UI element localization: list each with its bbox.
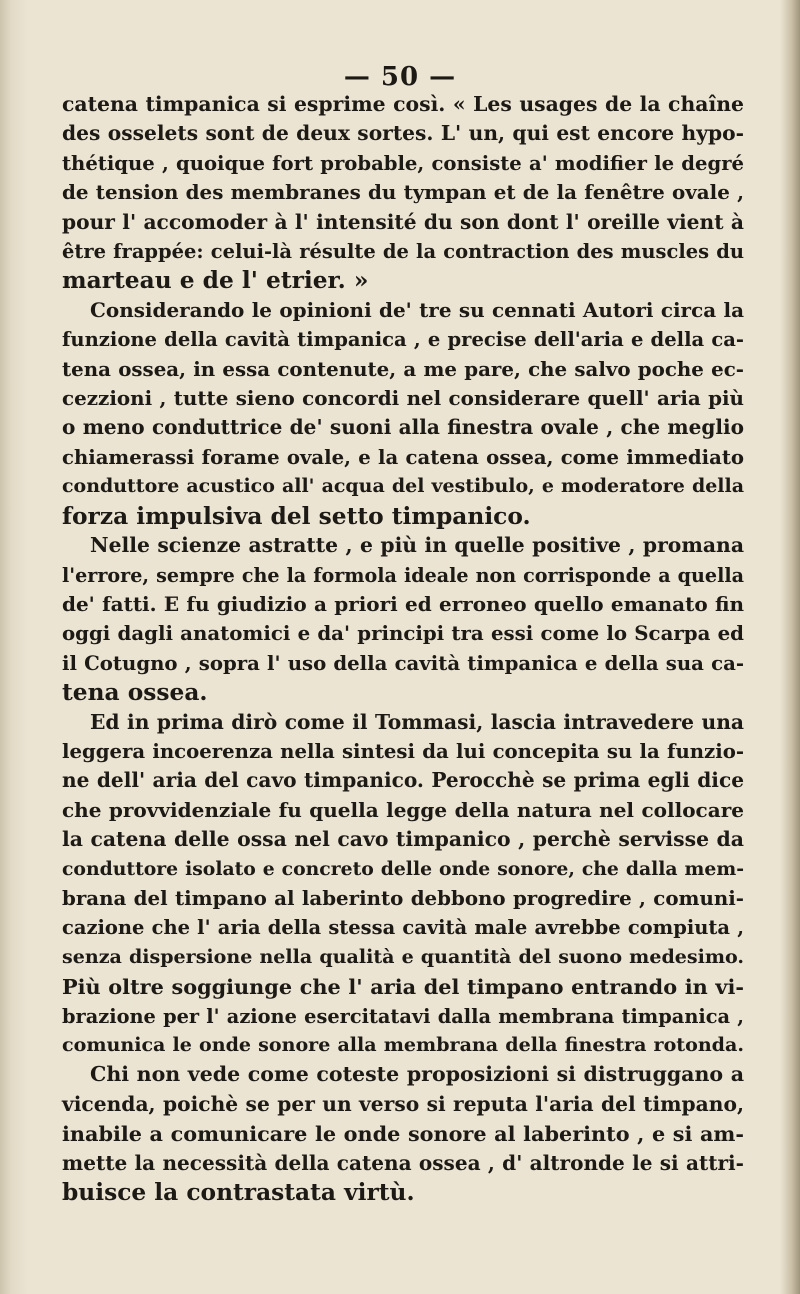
text-line: marteau e de l' etrier. » (62, 267, 369, 295)
text-line: Chi non vede come coteste proposizioni si distruggano a (90, 1062, 744, 1087)
text-line: inabile a comunicare le onde sonore al laberinto , e si am- (62, 1121, 744, 1147)
text-line: mette la necessità della catena ossea , d' altronde le si attri- (62, 1150, 744, 1175)
text-line: Nelle scienze astratte , e più in quelle positive , promana (90, 533, 744, 558)
text-line: leggera incoerenza nella sintesi da lui concepita su la funzio- (62, 739, 744, 763)
text-line: de' fatti. E fu giudizio a priori ed erroneo quello emanato fin (62, 591, 744, 616)
text-line: buisce la contrastata virtù. (62, 1179, 415, 1207)
text-line: brana del timpano al laberinto debbono progredire , comuni- (62, 885, 744, 910)
text-line: des osselets sont de deux sortes. L' un, qui est encore hypo- (62, 121, 744, 146)
text-line: cezzioni , tutte sieno concordi nel considerare quell' aria più (62, 386, 744, 411)
text-line: chiamerassi forame ovale, e la catena ossea, come immediato (62, 445, 744, 469)
text-line: che provvidenziale fu quella legge della natura nel collocare (62, 797, 744, 822)
text-line: catena timpanica si esprime così. « Les usages de la chaîne (62, 92, 744, 116)
text-line: pour l' accomoder à l' intensité du son dont l' oreille vient à (62, 209, 744, 234)
text-line: Più oltre soggiunge che l' aria del timpano entrando in vi- (62, 974, 744, 1000)
text-line: funzione della cavità timpanica , e precise dell'aria e della ca- (62, 328, 744, 352)
text-line: thétique , quoique fort probable, consiste a' modifier le degré (62, 151, 744, 175)
page-number: — 50 — (343, 62, 457, 92)
text-line: Considerando le opinioni de' tre su cennati Autori circa la (90, 297, 744, 322)
text-line: forza impulsiva del setto timpanico. (62, 502, 531, 530)
text-line: ne dell' aria del cavo timpanico. Perocchè se prima egli dice (62, 768, 744, 793)
page-edge (780, 0, 800, 1294)
text-line: brazione per l' azione esercitatavi dalla membrana timpanica , (62, 1004, 744, 1028)
text-line: conduttore isolato e concreto delle onde sonore, che dalla mem- (62, 857, 744, 880)
text-line: conduttore acustico all' acqua del vestibulo, e moderatore della (62, 475, 744, 498)
text-line: Ed in prima dirò come il Tommasi, lascia intravedere una (90, 709, 744, 734)
text-line: tena ossea, in essa contenute, a me pare, che salvo poche ec- (62, 356, 744, 381)
text-line: vicenda, poichè se per un verso si reputa l'aria del timpano, (62, 1091, 744, 1116)
text-line: être frappée: celui-là résulte de la contraction des muscles du (62, 240, 744, 264)
text-line: tena ossea. (62, 679, 208, 707)
text-line: cazione che l' aria della stessa cavità male avrebbe compiuta , (62, 916, 744, 940)
body-text (62, 90, 744, 1207)
text-line: de tension des membranes du tympan et de la fenêtre ovale , (62, 180, 744, 205)
text-line: il Cotugno , sopra l' uso della cavità timpanica e della sua ca- (62, 651, 744, 675)
page-gutter (0, 0, 28, 1294)
text-line: la catena delle ossa nel cavo timpanico , perchè servisse da (62, 827, 744, 852)
text-line: senza dispersione nella qualità e quantità del suono medesimo. (62, 945, 744, 968)
text-line: l'errore, sempre che la formola ideale non corrisponde a quella (62, 563, 744, 587)
text-line: o meno conduttrice de' suoni alla finestra ovale , che meglio (62, 415, 744, 440)
text-line: oggi dagli anatomici e da' principi tra essi come lo Scarpa ed (62, 621, 744, 646)
text-line: comunica le onde sonore alla membrana della finestra rotonda. (62, 1034, 744, 1056)
